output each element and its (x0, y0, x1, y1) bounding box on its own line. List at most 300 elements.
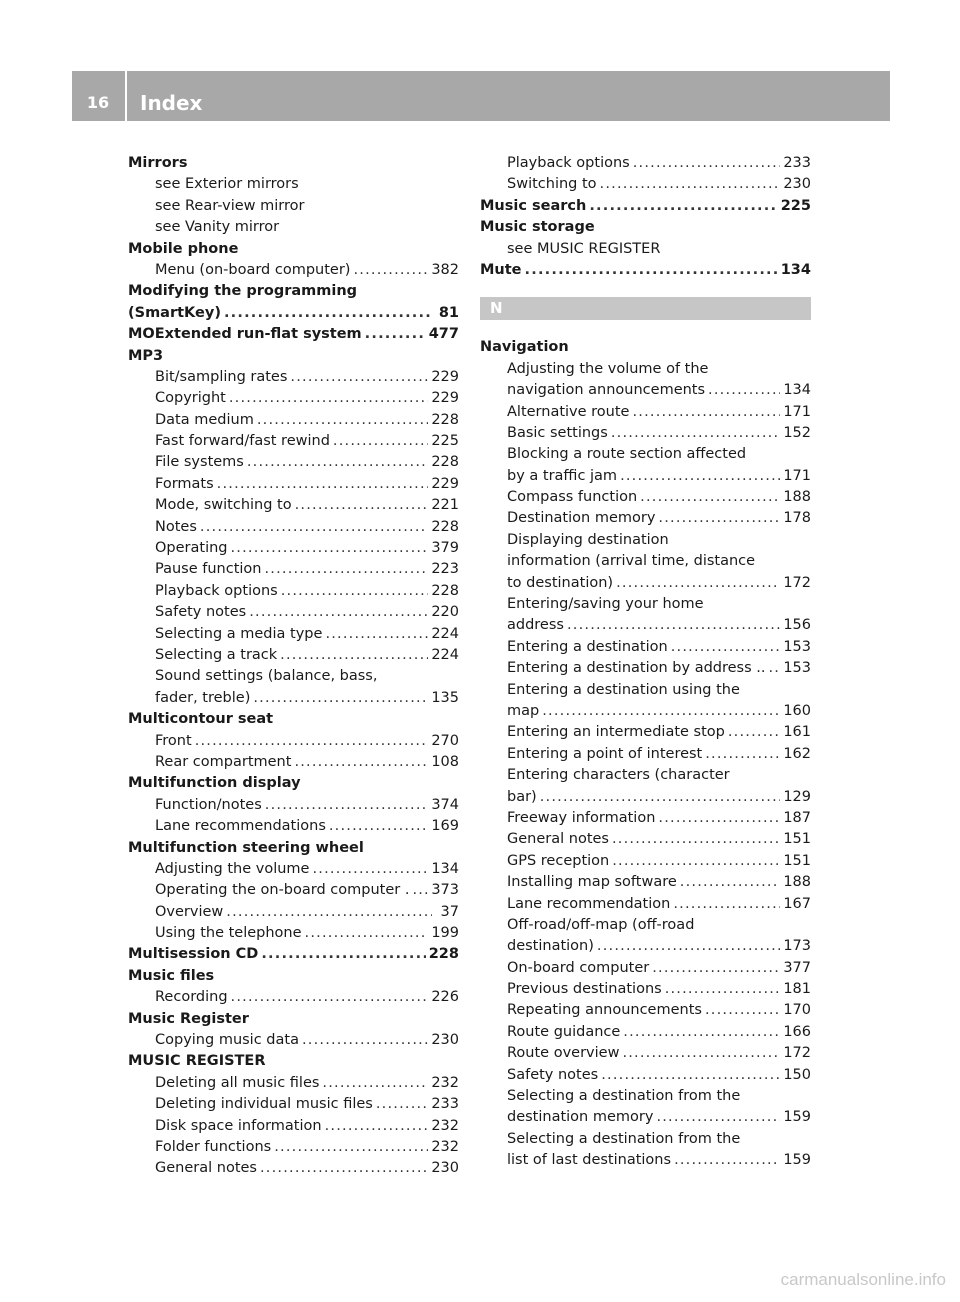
dot-leader (674, 1150, 780, 1171)
entry-text: Using the telephone (155, 925, 302, 942)
entry-text: Rear compartment (155, 753, 292, 770)
entry-text: Operating the on-board computer . (155, 882, 410, 899)
index-subentry (128, 174, 459, 195)
page-reference: 108 (431, 753, 459, 770)
entry-text: Destination memory (507, 510, 656, 527)
index-subentry (128, 688, 459, 709)
entry-text: Mute (480, 261, 522, 278)
index-column-right (480, 153, 811, 1172)
dot-leader (260, 1158, 428, 1179)
entry-text: Modifying the programming (128, 283, 358, 300)
entry-text: Selecting a destination from the (507, 1088, 741, 1105)
entry-text: Bit/sampling rates (155, 368, 288, 385)
entry-text: Recording (155, 989, 228, 1006)
entry-text: Deleting all music files (155, 1074, 320, 1091)
dot-leader (652, 958, 780, 979)
index-subentry (480, 1022, 811, 1043)
page-reference: 228 (431, 411, 459, 428)
page-reference: 166 (783, 1023, 811, 1040)
index-subentry (480, 1065, 811, 1086)
index-subentry (480, 915, 811, 936)
page-reference: 169 (431, 818, 459, 835)
entry-text: Adjusting the volume (155, 860, 310, 877)
index-entry (128, 1051, 459, 1072)
index-subentry (128, 602, 459, 623)
entry-text: Adjusting the volume of the (507, 360, 709, 377)
index-subentry (480, 1000, 811, 1021)
entry-text: to destination) (507, 574, 614, 591)
index-entry (128, 838, 459, 859)
index-subentry (128, 538, 459, 559)
page-reference: 224 (431, 646, 459, 663)
dot-leader (229, 388, 428, 409)
dot-leader (542, 701, 780, 722)
index-subentry (480, 508, 811, 529)
entry-text: On-board computer (507, 959, 650, 976)
index-subentry (128, 1158, 459, 1179)
dot-leader (708, 380, 780, 401)
dot-leader (257, 410, 428, 431)
entry-text: see MUSIC REGISTER (507, 240, 661, 257)
dot-leader (640, 487, 780, 508)
dot-leader (312, 859, 428, 880)
index-subentry (128, 1073, 459, 1094)
page-reference: 129 (783, 788, 811, 805)
dot-leader (224, 303, 432, 324)
page-reference: 232 (431, 1074, 459, 1091)
index-subentry (480, 722, 811, 743)
entry-text: Navigation (480, 339, 569, 356)
entry-text: Multifunction steering wheel (128, 839, 364, 856)
entry-text: Music storage (480, 219, 595, 236)
index-subentry (480, 573, 811, 594)
entry-text: Entering a destination by address .. (507, 660, 766, 677)
index-subentry (480, 1086, 811, 1107)
page-reference: 220 (431, 604, 459, 621)
page-reference: 188 (783, 489, 811, 506)
dot-leader (616, 573, 780, 594)
dot-leader (322, 1073, 428, 1094)
header-divider (125, 71, 127, 121)
dot-leader (365, 324, 426, 345)
dot-leader (295, 495, 429, 516)
index-subentry (480, 744, 811, 765)
entry-text: Selecting a destination from the (507, 1130, 741, 1147)
index-subentry (480, 787, 811, 808)
entry-text: Sound settings (balance, bass, (155, 668, 378, 685)
page-reference: 224 (431, 625, 459, 642)
index-subentry (480, 402, 811, 423)
dot-leader (658, 808, 780, 829)
entry-text: Music Register (128, 1010, 249, 1027)
entry-text: Freeway information (507, 809, 656, 826)
entry-text: Entering a destination using the (507, 681, 740, 698)
index-subentry (128, 196, 459, 217)
dot-leader (600, 174, 781, 195)
index-subentry (480, 829, 811, 850)
dot-leader (231, 538, 429, 559)
index-subentry (128, 495, 459, 516)
dot-leader (612, 851, 780, 872)
dot-leader (589, 196, 777, 217)
page-reference: 221 (431, 497, 459, 514)
index-subentry (480, 239, 811, 260)
entry-text: Safety notes (507, 1066, 599, 1083)
page-reference: 167 (783, 895, 811, 912)
index-subentry (480, 765, 811, 786)
index-entry (128, 773, 459, 794)
dot-leader (623, 1022, 780, 1043)
page-reference: 178 (783, 510, 811, 527)
dot-leader (671, 637, 781, 658)
index-subentry (128, 816, 459, 837)
dot-leader (633, 153, 781, 174)
page-reference: 233 (783, 155, 811, 171)
dot-leader (325, 1116, 429, 1137)
index-subentry (128, 517, 459, 538)
index-group-n (480, 337, 811, 1171)
dot-leader (264, 559, 428, 580)
dot-leader (290, 367, 428, 388)
index-subentry (128, 902, 459, 923)
index-subentry (480, 894, 811, 915)
entry-text: (SmartKey) (128, 304, 221, 321)
page-reference: 199 (431, 925, 459, 942)
index-subentry (480, 872, 811, 893)
entry-text: Overview (155, 903, 224, 920)
page-reference: 228 (431, 582, 459, 599)
index-subentry (480, 615, 811, 636)
page-reference: 150 (783, 1066, 811, 1083)
index-subentry (128, 731, 459, 752)
entry-text: Entering a point of interest (507, 745, 703, 762)
page-reference: 228 (428, 946, 459, 963)
index-entry (128, 324, 459, 345)
entry-text: Mode, switching to (155, 497, 292, 514)
page-reference: 170 (783, 1002, 811, 1019)
dot-leader (656, 1107, 780, 1128)
index-subentry (480, 1150, 811, 1171)
entry-text: Safety notes (155, 604, 247, 621)
page-reference: 187 (783, 809, 811, 826)
index-subentry (480, 487, 811, 508)
entry-text: Front (155, 732, 192, 749)
entry-text: Notes (155, 518, 197, 535)
index-entry (128, 966, 459, 987)
dot-leader (705, 1000, 780, 1021)
entry-text: Alternative route (507, 403, 630, 420)
index-subentry (128, 410, 459, 431)
page-reference: 374 (431, 796, 459, 813)
index-subentry (480, 380, 811, 401)
entry-text: Operating (155, 540, 228, 557)
index-subentry (128, 624, 459, 645)
page-reference: 171 (783, 467, 811, 484)
dot-leader (261, 944, 425, 965)
page-reference: 379 (431, 540, 459, 557)
entry-text: see Exterior mirrors (155, 176, 299, 193)
index-subentry (480, 466, 811, 487)
page-reference: 134 (783, 382, 811, 399)
page-reference: 232 (431, 1138, 459, 1155)
index-subentry (128, 1094, 459, 1115)
index-entry (480, 260, 811, 281)
page-reference: 377 (783, 959, 811, 976)
page-reference: 188 (783, 874, 811, 891)
index-subentry (128, 452, 459, 473)
dot-leader (705, 744, 780, 765)
page-title: Index (140, 91, 203, 115)
dot-leader (728, 722, 780, 743)
index-subentry (480, 851, 811, 872)
index-subentry (480, 1043, 811, 1064)
page-reference: 37 (440, 903, 459, 920)
dot-leader (601, 1065, 780, 1086)
page-reference: 230 (783, 176, 811, 193)
index-subentry (128, 1030, 459, 1051)
dot-leader (540, 787, 781, 808)
dot-leader (597, 936, 780, 957)
index-entry (128, 709, 459, 730)
entry-text: Deleting individual music files (155, 1096, 373, 1113)
page-reference: 172 (783, 1045, 811, 1062)
entry-text: fader, treble) (155, 689, 251, 706)
dot-leader (247, 452, 428, 473)
index-group-m-continued (480, 153, 811, 281)
dot-leader (622, 1043, 780, 1064)
entry-text: File systems (155, 454, 244, 471)
entry-text: map (507, 702, 540, 719)
entry-text: Music files (128, 967, 215, 984)
entry-text: Formats (155, 475, 214, 492)
index-subentry (480, 551, 811, 572)
page-number: 16 (86, 93, 110, 112)
page-reference: 228 (431, 518, 459, 535)
entry-text: Playback options (507, 155, 630, 171)
page-reference: 229 (431, 475, 459, 492)
dot-leader (226, 902, 432, 923)
index-subentry (128, 217, 459, 238)
index-subentry (480, 530, 811, 551)
index-subentry (480, 444, 811, 465)
dot-leader (376, 1094, 428, 1115)
dot-leader (200, 517, 428, 538)
page-reference: 159 (783, 1109, 811, 1126)
page-reference: 226 (431, 989, 459, 1006)
entry-text: Music search (480, 197, 587, 214)
dot-leader (280, 645, 428, 666)
index-subentry (480, 153, 811, 174)
entry-text: by a traffic jam (507, 467, 618, 484)
dot-leader (302, 1030, 428, 1051)
page-reference: 134 (431, 860, 459, 877)
page-reference: 223 (431, 561, 459, 578)
page-reference: 382 (431, 261, 459, 278)
entry-text: General notes (155, 1160, 257, 1177)
index-subentry (480, 936, 811, 957)
entry-text: Disk space information (155, 1117, 322, 1134)
entry-text: Function/notes (155, 796, 262, 813)
dot-leader (612, 829, 780, 850)
index-entry (480, 217, 811, 238)
index-subentry (128, 388, 459, 409)
index-entry (128, 944, 459, 965)
index-subentry (128, 752, 459, 773)
page-reference: 173 (783, 938, 811, 955)
entry-text: Previous destinations (507, 981, 662, 998)
entry-text: Mobile phone (128, 240, 239, 257)
page-reference: 373 (431, 882, 459, 899)
index-subentry (480, 979, 811, 1000)
entry-text: General notes (507, 831, 609, 848)
dot-leader (253, 688, 428, 709)
index-subentry (480, 808, 811, 829)
index-subentry (128, 581, 459, 602)
page-reference: 153 (783, 638, 811, 655)
index-subentry (480, 1107, 811, 1128)
index-subentry (480, 958, 811, 979)
page-reference: 135 (431, 689, 459, 706)
entry-text: Playback options (155, 582, 278, 599)
entry-text: navigation announcements (507, 382, 706, 399)
index-subentry (128, 666, 459, 687)
dot-leader (620, 466, 780, 487)
entry-text: Multifunction display (128, 775, 301, 792)
dot-leader (665, 979, 781, 1000)
entry-text: destination) (507, 938, 594, 955)
index-entry (128, 281, 459, 302)
dot-leader (333, 431, 428, 452)
dot-leader (525, 260, 778, 281)
index-subentry (480, 637, 811, 658)
dot-leader (281, 581, 429, 602)
page-reference: 159 (783, 1152, 811, 1169)
entry-text: Compass function (507, 489, 638, 506)
entry-text: MP3 (128, 347, 164, 364)
page-reference: 81 (438, 304, 459, 321)
dot-leader (265, 795, 429, 816)
index-subentry (128, 795, 459, 816)
index-subentry (480, 594, 811, 615)
index-entry (128, 1009, 459, 1030)
entry-text: Displaying destination (507, 531, 669, 548)
entry-text: Switching to (507, 176, 597, 193)
index-subentry (128, 367, 459, 388)
watermark: carmanualsonline.info (780, 1270, 946, 1289)
page-reference: 151 (783, 852, 811, 869)
entry-text: Entering a destination (507, 638, 668, 655)
dot-leader (769, 658, 781, 679)
index-subentry (128, 474, 459, 495)
index-entry (480, 337, 811, 358)
entry-text: Folder functions (155, 1138, 272, 1155)
index-subentry (480, 423, 811, 444)
index-subentry (128, 431, 459, 452)
dot-leader (325, 624, 428, 645)
page-reference: 160 (783, 702, 811, 719)
entry-text: bar) (507, 788, 537, 805)
page-reference: 477 (428, 326, 459, 343)
entry-text: Data medium (155, 411, 254, 428)
entry-text: Route guidance (507, 1023, 621, 1040)
page-reference: 171 (783, 403, 811, 420)
index-subentry (128, 559, 459, 580)
entry-text: Route overview (507, 1045, 620, 1062)
dot-leader (249, 602, 428, 623)
entry-text: Lane recommendation (507, 895, 671, 912)
index-subentry (480, 701, 811, 722)
dot-leader (274, 1137, 428, 1158)
dot-leader (658, 508, 780, 529)
page-reference: 230 (431, 1032, 459, 1049)
page-reference: 233 (431, 1096, 459, 1113)
index-entry (128, 346, 459, 367)
page-reference: 270 (431, 732, 459, 749)
entry-text: Lane recommendations (155, 818, 326, 835)
index-subentry (128, 1137, 459, 1158)
entry-text: Entering characters (character (507, 767, 730, 784)
page-reference: 152 (783, 424, 811, 441)
entry-text: Multisession CD (128, 946, 259, 963)
dot-leader (217, 474, 429, 495)
entry-text: Copyright (155, 390, 226, 407)
dot-leader (567, 615, 780, 636)
entry-text: Off-road/off-map (off-road (507, 916, 695, 933)
entry-text: see Vanity mirror (155, 219, 280, 236)
page-reference: 228 (431, 454, 459, 471)
entry-text: address (507, 617, 564, 634)
entry-text: list of last destinations (507, 1152, 672, 1169)
page-reference: 229 (431, 368, 459, 385)
page-reference: 162 (783, 745, 811, 762)
index-subentry (128, 987, 459, 1008)
page-reference: 181 (783, 981, 811, 998)
page-reference: 232 (431, 1117, 459, 1134)
entry-text: Fast forward/fast rewind (155, 433, 330, 450)
entry-text: see Rear-view mirror (155, 197, 305, 214)
index-subentry (480, 658, 811, 679)
index-subentry (128, 880, 459, 901)
dot-leader (412, 880, 428, 901)
page-reference: 230 (431, 1160, 459, 1177)
dot-leader (353, 260, 428, 281)
entry-text: Mirrors (128, 155, 188, 171)
index-entry (128, 239, 459, 260)
entry-text: Entering an intermediate stop (507, 724, 725, 741)
index-column-left (128, 153, 459, 1180)
entry-text: GPS reception (507, 852, 610, 869)
page-reference: 225 (431, 433, 459, 450)
entry-text: Entering/saving your home (507, 596, 704, 613)
index-subentry (128, 923, 459, 944)
dot-leader (611, 423, 780, 444)
page-reference: 156 (783, 617, 811, 634)
entry-text: Selecting a media type (155, 625, 323, 642)
index-entry (128, 153, 459, 174)
page-reference: 172 (783, 574, 811, 591)
dot-leader (680, 872, 781, 893)
dot-leader (231, 987, 429, 1008)
page-reference: 151 (783, 831, 811, 848)
index-entry (480, 196, 811, 217)
dot-leader (195, 731, 429, 752)
page-reference: 134 (780, 261, 811, 278)
index-subentry (480, 680, 811, 701)
entry-text: destination memory (507, 1109, 654, 1126)
index-subentry (480, 1129, 811, 1150)
index-subentry (128, 645, 459, 666)
dot-leader (294, 752, 428, 773)
